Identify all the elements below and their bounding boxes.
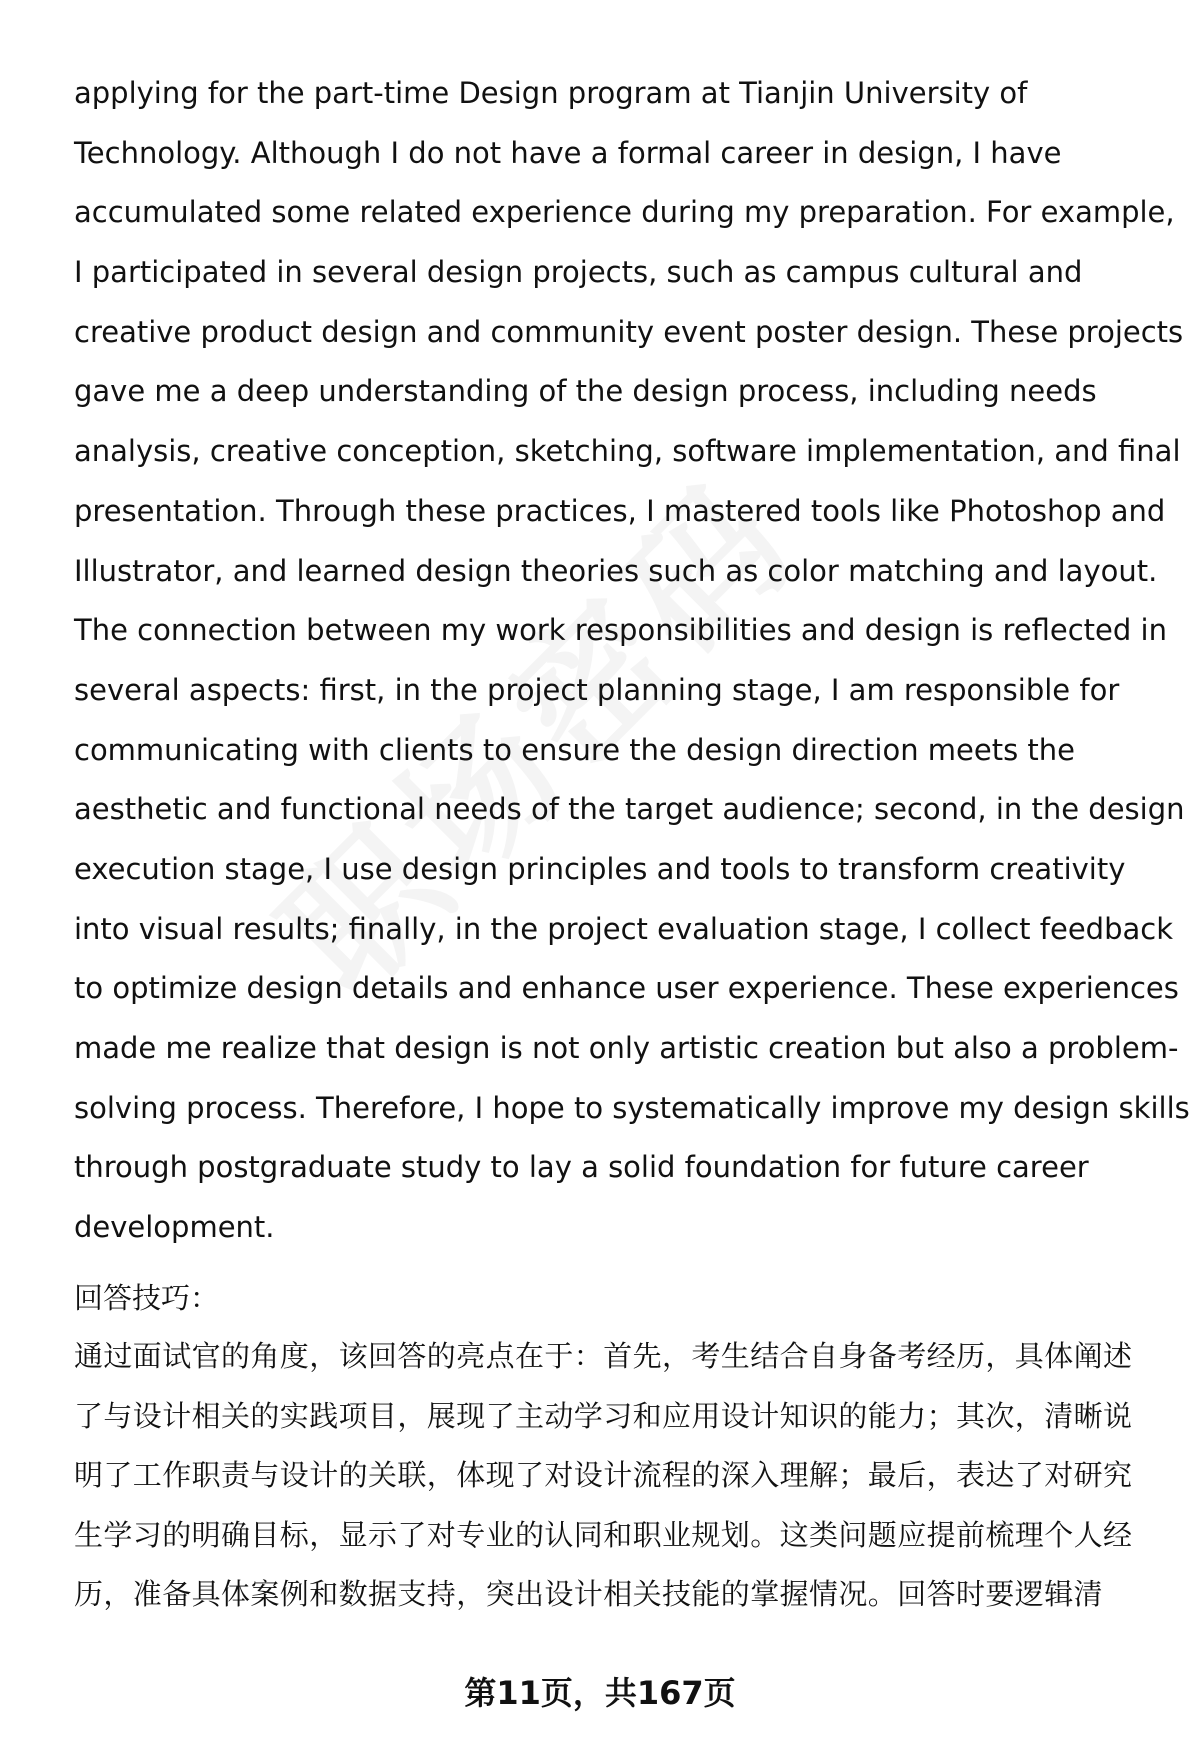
answer-line: analysis, creative conception, sketching, software implementation, and final bbox=[74, 434, 1181, 469]
answer-line: Technology. Although I do not have a formal career in design, I have bbox=[74, 135, 1062, 170]
answer-line: through postgraduate study to lay a solid foundation for future career bbox=[74, 1150, 1089, 1185]
answer-line: to optimize design details and enhance user experience. These experiences bbox=[74, 971, 1179, 1006]
answer-line: The connection between my work responsibilities and design is reflected in bbox=[74, 613, 1167, 648]
answer-line: applying for the part-time Design program at Tianjin University of bbox=[74, 76, 1028, 110]
answer-line: Illustrator, and learned design theories such as color matching and layout. bbox=[74, 553, 1158, 588]
answer-line: accumulated some related experience during my preparation. For example, bbox=[74, 195, 1175, 230]
tips-line: 了与设计相关的实践项目，展现了主动学习和应用设计知识的能力；其次，清晰说 bbox=[74, 1398, 1133, 1433]
answer-line: I participated in several design projects, such as campus cultural and bbox=[74, 255, 1083, 290]
page-number: 第11页，共167页 bbox=[464, 1674, 736, 1712]
tips-line: 历，准备具体案例和数据支持，突出设计相关技能的掌握情况。回答时要逻辑清 bbox=[74, 1577, 1104, 1612]
answer-line: made me realize that design is not only artistic creation but also a problem- bbox=[74, 1031, 1179, 1065]
answer-line: solving process. Therefore, I hope to systematically improve my design skills bbox=[74, 1090, 1190, 1125]
tips-line: 明了工作职责与设计的关联，体现了对设计流程的深入理解；最后，表达了对研究 bbox=[74, 1458, 1133, 1493]
answer-line: communicating with clients to ensure the design direction meets the bbox=[74, 732, 1076, 767]
answer-line: development. bbox=[74, 1210, 275, 1245]
tips-heading: 回答技巧： bbox=[74, 1281, 220, 1315]
tips-line: 通过面试官的角度，该回答的亮点在于：首先，考生结合自身备考经历，具体阐述 bbox=[74, 1339, 1133, 1373]
answer-line: several aspects: first, in the project planning stage, I am responsible for bbox=[74, 672, 1120, 707]
answer-paragraph bbox=[74, 64, 1190, 1258]
tips-paragraph bbox=[74, 1327, 1164, 1625]
answer-line: aesthetic and functional needs of the target audience; second, in the design bbox=[74, 792, 1185, 827]
answer-line: execution stage, I use design principles and tools to transform creativity bbox=[74, 851, 1126, 886]
tips-line: 生学习的明确目标，显示了对专业的认同和职业规划。这类问题应提前梳理个人经 bbox=[74, 1517, 1133, 1552]
answer-line: presentation. Through these practices, I mastered tools like Photoshop and bbox=[74, 493, 1166, 528]
answer-line: into visual results; finally, in the project evaluation stage, I collect feedback bbox=[74, 911, 1173, 946]
answer-line: creative product design and community event poster design. These projects bbox=[74, 314, 1184, 349]
answer-line: gave me a deep understanding of the design process, including needs bbox=[74, 374, 1097, 409]
